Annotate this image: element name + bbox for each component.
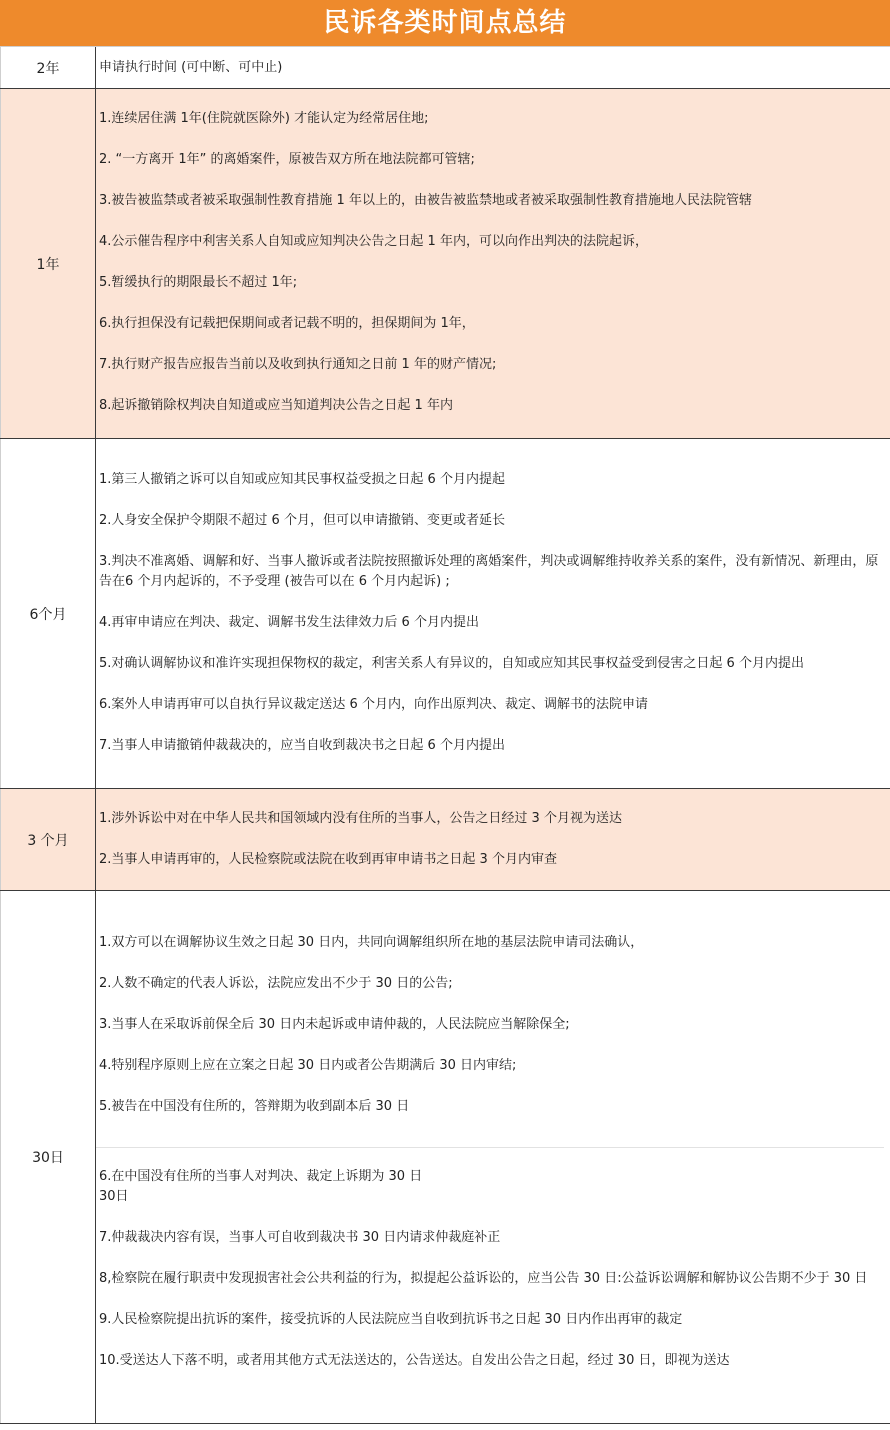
list-item: 8.起诉撤销除权判决自知道或应当知道判决公告之日起 1 年内	[99, 398, 453, 413]
list-item: 6.案外人申请再审可以自执行异议裁定送达 6 个月内，向作出原判决、裁定、调解书的法院申请	[99, 697, 648, 712]
list-item: 4.特别程序原则上应在立案之日起 30 日内或者公告期满后 30 日内审结;	[99, 1058, 517, 1073]
list-item-continuation: 30日	[99, 1189, 129, 1204]
row-content	[96, 439, 890, 788]
row-content	[96, 789, 890, 890]
list-item: 1.连续居住满 1年(住院就医除外) 才能认定为经常居住地;	[99, 111, 429, 126]
list-item: 3.被告被监禁或者被采取强制性教育措施 1 年以上的，由被告被监禁地或者被采取强制性教育措施地人民法院管辖	[99, 193, 752, 208]
list-item: 8,检察院在履行职责中发现损害社会公共利益的行为，拟提起公益诉讼的，应当公告 30 日:公益诉讼调解和解协议公告期不少于 30 日	[99, 1271, 868, 1286]
row-content	[96, 891, 890, 1423]
row-label: 30日	[0, 891, 96, 1423]
list-item: 5.暂缓执行的期限最长不超过 1年;	[99, 275, 298, 290]
list-item: 2.当事人申请再审的，人民检察院或法院在收到再审申请书之日起 3 个月内审查	[99, 852, 557, 867]
table-row-3-months	[0, 789, 890, 891]
list-item: 1.双方可以在调解协议生效之日起 30 日内，共同向调解组织所在地的基层法院申请司法确认，	[99, 935, 644, 950]
list-item: 4.再审申请应在判决、裁定、调解书发生法律效力后 6 个月内提出	[99, 615, 479, 630]
list-item: 2.人数不确定的代表人诉讼，法院应发出不少于 30 日的公告;	[99, 976, 453, 991]
list-item: 7.仲裁裁决内容有误，当事人可自收到裁决书 30 日内请求仲裁庭补正	[99, 1230, 501, 1245]
row-content	[96, 47, 890, 88]
list-item: 1.涉外诉讼中对在中华人民共和国领域内没有住所的当事人，公告之日经过 3 个月视为送达	[99, 811, 622, 826]
list-item: 2. “一方离开 1年” 的离婚案件，原被告双方所在地法院都可管辖;	[99, 152, 475, 167]
table-row-1-year	[0, 89, 890, 439]
list-item: 3.当事人在采取诉前保全后 30 日内未起诉或申请仲裁的，人民法院应当解除保全;	[99, 1017, 570, 1032]
list-item: 6.在中国没有住所的当事人对判决、裁定上诉期为 30 日	[99, 1169, 423, 1184]
row-label: 6个月	[0, 439, 96, 788]
list-item: 5.被告在中国没有住所的，答辩期为收到副本后 30 日	[99, 1099, 410, 1114]
table-row-30-days	[0, 891, 890, 1424]
list-item: 2.人身安全保护令期限不超过 6 个月，但可以申请撤销、变更或者延长	[99, 513, 505, 528]
list-item: 3.判决不准离婚、调解和好、当事人撤诉或者法院按照撤诉处理的离婚案件，判决或调解维持收养关系的案件，没有新情况、新理由，原告在6 个月内起诉的，不予受理 (被告可以在 6 个月内起诉) ;	[99, 554, 879, 589]
timeline-table	[0, 46, 890, 1424]
row-label: 1年	[0, 89, 96, 438]
list-item: 10.受送达人下落不明，或者用其他方式无法送达的，公告送达。自发出公告之日起，经过 30 日，即视为送达	[99, 1353, 730, 1368]
list-item: 7.执行财产报告应报告当前以及收到执行通知之日前 1 年的财产情况;	[99, 357, 497, 372]
row-content	[96, 89, 890, 438]
row-label: 2年	[0, 47, 96, 88]
table-row-2-years	[0, 47, 890, 89]
list-item: 申请执行时间 (可中断、可中止)	[99, 59, 283, 75]
table-row-6-months	[0, 439, 890, 789]
list-item: 7.当事人申请撤销仲裁裁决的，应当自收到裁决书之日起 6 个月内提出	[99, 738, 505, 753]
list-item: 6.执行担保没有记载把保期间或者记载不明的，担保期间为 1年，	[99, 316, 475, 331]
row-label: 3 个月	[0, 789, 96, 890]
list-item: 4.公示催告程序中利害关系人自知或应知判决公告之日起 1 年内，可以向作出判决的法院起诉，	[99, 234, 648, 249]
page-title: 民诉各类时间点总结	[0, 0, 890, 46]
section-divider	[96, 1147, 884, 1148]
list-item: 1.第三人撤销之诉可以自知或应知其民事权益受损之日起 6 个月内提起	[99, 472, 505, 487]
list-item: 5.对确认调解协议和准许实现担保物权的裁定，利害关系人有异议的，自知或应知其民事权益受到侵害之日起 6 个月内提出	[99, 656, 804, 671]
list-item: 9.人民检察院提出抗诉的案件，接受抗诉的人民法院应当自收到抗诉书之日起 30 日内作出再审的裁定	[99, 1312, 683, 1327]
